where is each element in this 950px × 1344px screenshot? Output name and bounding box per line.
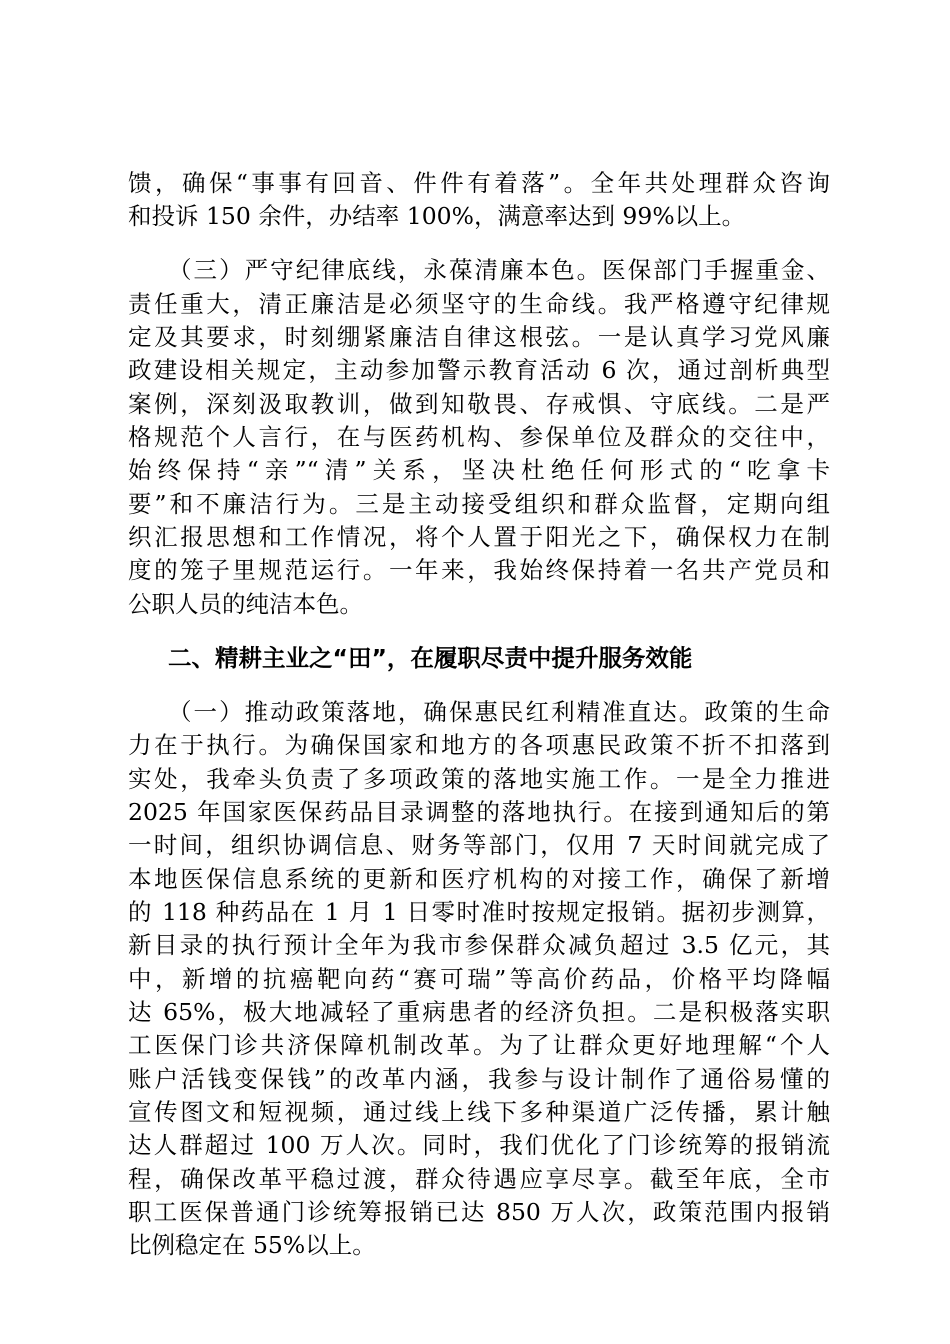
paragraph-line: 程，确保改革平稳过渡，群众待遇应享尽享。截至年底，全市 <box>128 1165 830 1193</box>
paragraph-line: 工医保门诊共济保障机制改革。为了让群众更好地理解“个人 <box>128 1031 830 1059</box>
section-heading: 二、精耕主业之“田”，在履职尽责中提升服务效能 <box>168 644 693 672</box>
paragraph-line: 责任重大，清正廉洁是必须坚守的生命线。我严格遵守纪律规 <box>128 290 830 318</box>
paragraph-line: 比例稳定在 55%以上。 <box>128 1231 376 1259</box>
paragraph-line: 政建设相关规定，主动参加警示教育活动 6 次，通过剖析典型 <box>128 356 830 384</box>
paragraph-line: 织汇报思想和工作情况，将个人置于阳光之下，确保权力在制 <box>128 523 830 551</box>
paragraph-line: 馈，确保“事事有回音、件件有着落”。全年共处理群众咨询 <box>128 169 830 197</box>
paragraph-line: （一）推动政策落地，确保惠民红利精准直达。政策的生命 <box>168 698 830 726</box>
paragraph-line: 中，新增的抗癌靶向药“赛可瑞”等高价药品，价格平均降幅 <box>128 965 830 993</box>
paragraph-line: 定及其要求，时刻绷紧廉洁自律这根弦。一是认真学习党风廉 <box>128 323 830 351</box>
paragraph-line: 力在于执行。为确保国家和地方的各项惠民政策不折不扣落到 <box>128 731 830 759</box>
paragraph-line: 实处，我牵头负责了多项政策的落地实施工作。一是全力推进 <box>128 765 830 793</box>
paragraph-line: 和投诉 150 余件，办结率 100%，满意率达到 99%以上。 <box>128 202 746 230</box>
paragraph-line: 格规范个人言行，在与医药机构、参保单位及群众的交往中， <box>128 423 830 451</box>
paragraph-line: 达人群超过 100 万人次。同时，我们优化了门诊统筹的报销流 <box>128 1131 830 1159</box>
paragraph-line: 2025 年国家医保药品目录调整的落地执行。在接到通知后的第 <box>128 798 830 826</box>
paragraph-line: 达 65%，极大地减轻了重病患者的经济负担。二是积极落实职 <box>128 998 830 1026</box>
paragraph-line: 度的笼子里规范运行。一年来，我始终保持着一名共产党员和 <box>128 556 830 584</box>
paragraph-line: 一时间，组织协调信息、财务等部门，仅用 7 天时间就完成了 <box>128 831 830 859</box>
paragraph-line: 案例，深刻汲取教训，做到知敬畏、存戒惧、守底线。二是严 <box>128 390 830 418</box>
paragraph-line: 要”和不廉洁行为。三是主动接受组织和群众监督，定期向组 <box>128 490 830 518</box>
paragraph-line: 账户活钱变保钱”的改革内涵，我参与设计制作了通俗易懂的 <box>128 1065 830 1093</box>
paragraph-line: 新目录的执行预计全年为我市参保群众减负超过 3.5 亿元，其 <box>128 931 830 959</box>
paragraph-line: （三）严守纪律底线，永葆清廉本色。医保部门手握重金、 <box>168 256 830 284</box>
paragraph-line: 职工医保普通门诊统筹报销已达 850 万人次，政策范围内报销 <box>128 1198 830 1226</box>
paragraph-line: 始终保持“亲”“清”关系，坚决杜绝任何形式的“吃拿卡 <box>128 456 830 484</box>
paragraph-line: 的 118 种药品在 1 月 1 日零时准时按规定报销。据初步测算， <box>128 898 830 926</box>
paragraph-line: 公职人员的纯洁本色。 <box>128 590 363 618</box>
paragraph-line: 宣传图文和短视频，通过线上线下多种渠道广泛传播，累计触 <box>128 1098 830 1126</box>
paragraph-line: 本地医保信息系统的更新和医疗机构的对接工作，确保了新增 <box>128 865 830 893</box>
